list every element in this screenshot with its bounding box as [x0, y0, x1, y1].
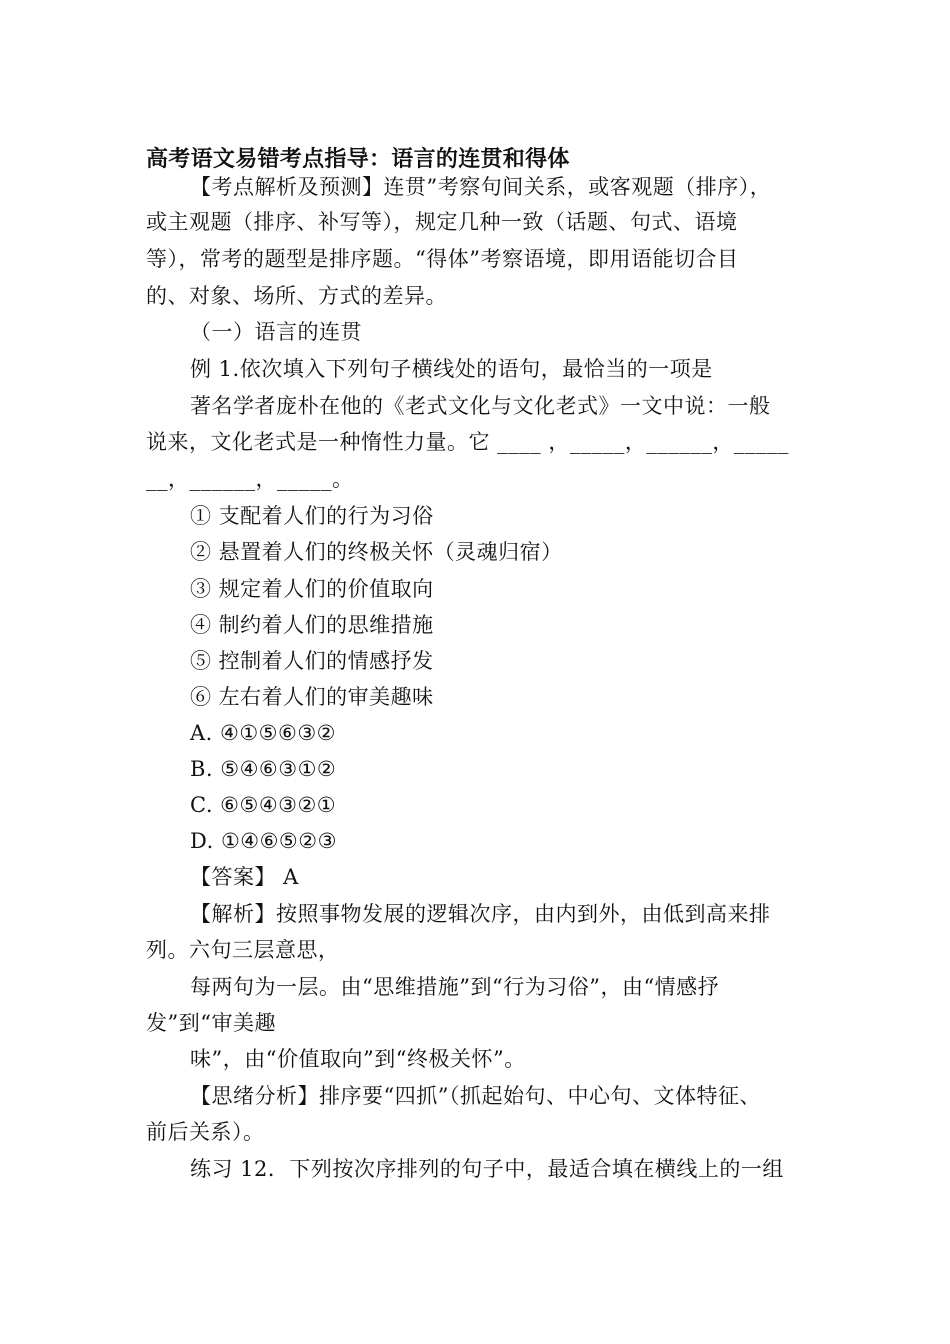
option-a: A. ④①⑤⑥③②: [190, 721, 336, 745]
document-title: 高考语文易错考点指导：语言的连贯和得体: [146, 147, 570, 172]
thinking-line-1: 【思绪分析】排序要“四抓”（抓起始句、中心句、文体特征、: [190, 1084, 761, 1108]
passage-line-3: __，______，_____。: [146, 467, 354, 491]
sentence-item: ⑥ 左右着人们的审美趣味: [190, 685, 434, 709]
option-b: B. ⑤④⑥③①②: [190, 757, 337, 781]
section-heading: （一）语言的连贯: [190, 320, 362, 344]
intro-line-2: 或主观题（排序、补写等），规定几种一致（话题、句式、语境: [146, 210, 738, 234]
thinking-line-2: 前后关系）。: [146, 1120, 265, 1144]
passage-line-1: 著名学者庞朴在他的《老式文化与文化老式》一文中说：一般: [190, 394, 771, 418]
intro-line-1: 【考点解析及预测】连贯”考察句间关系，或客观题（排序），: [190, 175, 772, 199]
sentence-item: ① 支配着人们的行为习俗: [190, 504, 434, 528]
sentence-item: ④ 制约着人们的思维措施: [190, 613, 434, 637]
option-c: C. ⑥⑤④③②①: [190, 793, 337, 817]
sentence-item: ③ 规定着人们的价值取向: [190, 577, 434, 601]
intro-line-4: 的、对象、场所、方式的差异。: [146, 284, 447, 308]
exercise-line: 练习 12．下列按次序排列的句子中，最适合填在横线上的一组: [190, 1157, 784, 1181]
analysis-line-3: 每两句为一层。由“思维措施”到“行为习俗”，由“情感抒: [190, 975, 720, 999]
analysis-line-2: 列。六句三层意思，: [146, 938, 340, 962]
intro-line-3: 等），常考的题型是排序题。“得体”考察语境，即用语能切合目: [146, 247, 739, 271]
example-question: 例 1.依次填入下列句子横线处的语句，最恰当的一项是: [190, 357, 713, 381]
analysis-line-4: 发”到“审美趣: [146, 1011, 276, 1035]
answer-line: 【答案】 A: [190, 865, 299, 889]
sentence-item: ⑤ 控制着人们的情感抒发: [190, 649, 434, 673]
analysis-line-1: 【解析】按照事物发展的逻辑次序，由内到外，由低到高来排: [190, 902, 771, 926]
sentence-item: ② 悬置着人们的终极关怀（灵魂归宿）: [190, 540, 563, 564]
analysis-line-5: 味”，由“价值取向”到“终极关怀”。: [190, 1047, 526, 1071]
option-d: D. ①④⑥⑤②③: [190, 829, 337, 853]
passage-line-2: 说来，文化老式是一种惰性力量。它 ____ ，_____，______，_____: [146, 430, 789, 454]
